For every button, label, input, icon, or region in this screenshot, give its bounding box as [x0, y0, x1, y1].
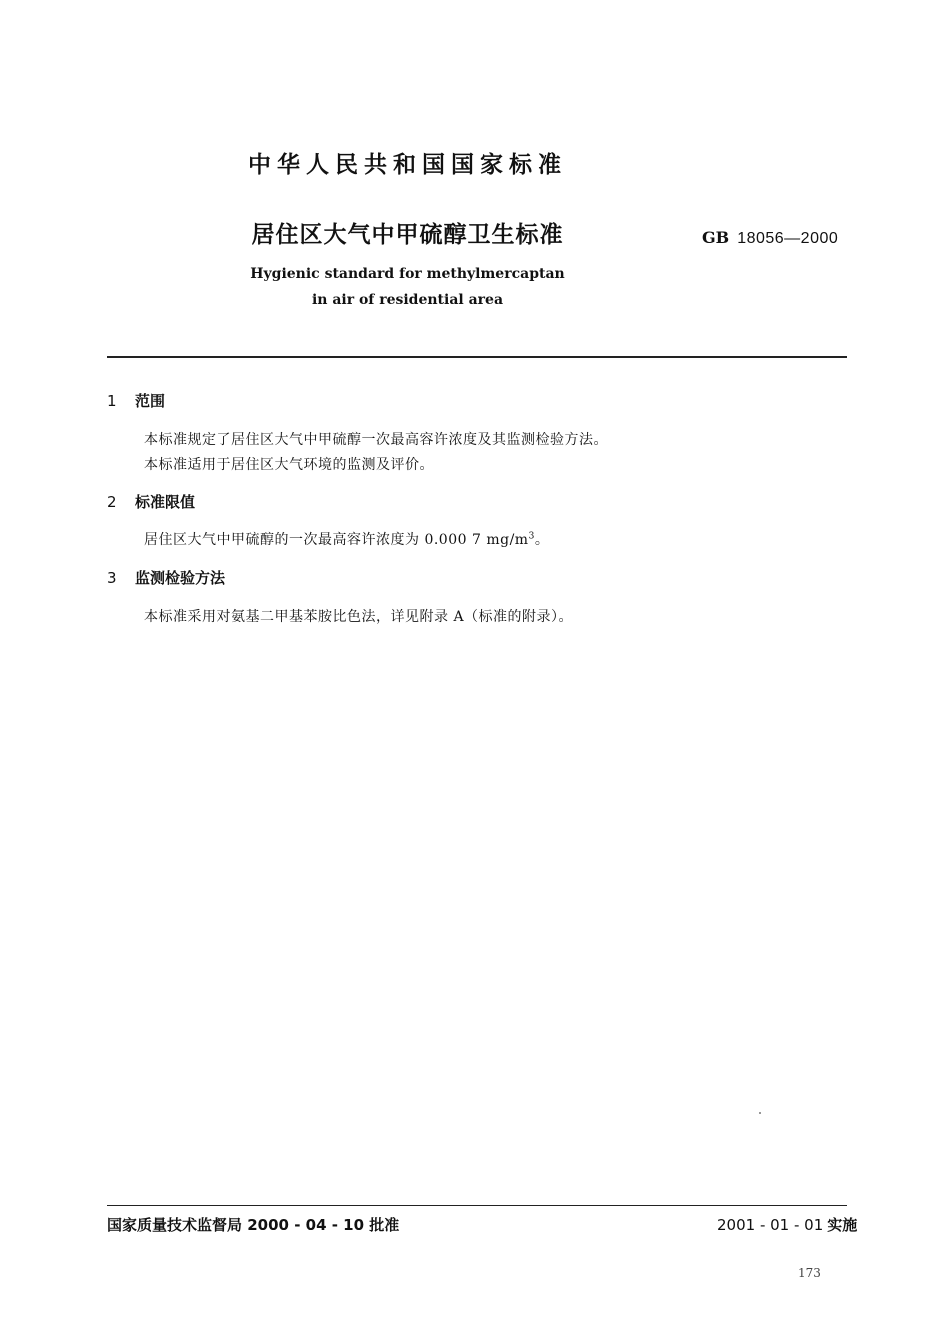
footer-divider	[107, 1205, 847, 1206]
section-number: 1	[107, 392, 117, 410]
section-3-paragraph: 本标准采用对氨基二甲基苯胺比色法，详见附录 A（标准的附录）。	[144, 609, 574, 625]
english-title-line-2: in air of residential area	[311, 292, 504, 308]
limit-text: 居住区大气中甲硫醇的一次最高容许浓度为 0.000 7 mg/m	[144, 532, 529, 548]
standard-code-prefix: GB	[702, 228, 730, 247]
page-number: 173	[798, 1266, 821, 1280]
section-title: 范围	[135, 392, 166, 410]
section-number: 3	[107, 569, 117, 587]
section-1-paragraph-1: 本标准规定了居住区大气中甲硫醇一次最高容许浓度及其监测检验方法。	[144, 432, 608, 448]
effective-date: 2001 - 01 - 01	[717, 1216, 824, 1234]
standard-code-number: 18056—2000	[737, 230, 839, 247]
document-title: 居住区大气中甲硫醇卫生标准	[251, 222, 564, 248]
national-standard-header: 中华人民共和国国家标准	[248, 152, 567, 178]
section-2-heading	[107, 491, 195, 512]
limit-text-end: 。	[534, 532, 550, 548]
section-title: 监测检验方法	[135, 569, 226, 587]
standard-code	[702, 228, 838, 248]
section-3-heading	[107, 567, 225, 588]
section-1-heading	[107, 390, 165, 411]
approval-line: 国家质量技术监督局 2000 - 04 - 10 批准	[107, 1216, 400, 1234]
scan-speck	[759, 1112, 761, 1114]
section-title: 标准限值	[135, 493, 196, 511]
section-2-paragraph	[144, 529, 549, 549]
section-1-paragraph-2: 本标准适用于居住区大气环境的监测及评价。	[144, 457, 434, 473]
english-title-line-1: Hygienic standard for methylmercaptan	[250, 266, 565, 282]
header-divider	[107, 356, 847, 358]
effective-label: 实施	[827, 1216, 858, 1234]
section-number: 2	[107, 493, 117, 511]
effective-line	[717, 1214, 857, 1235]
unit-exponent: 3	[528, 531, 535, 542]
